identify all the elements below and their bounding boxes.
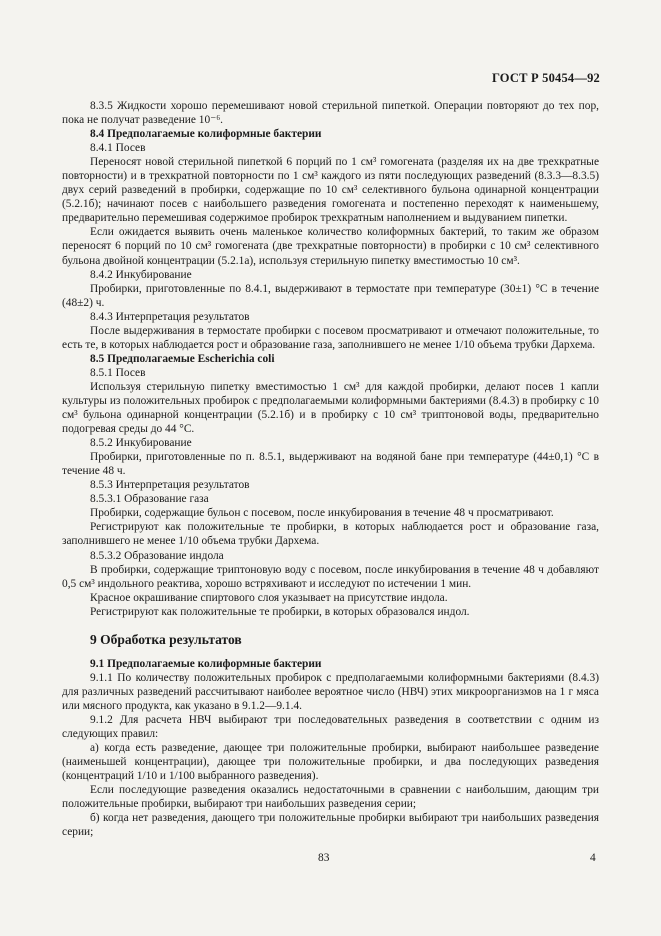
paragraph: Используя стерильную пипетку вместимостью 1 см³ для каждой пробирки, делают посев 1 капли культуры из положительных пробирок с предполагаемыми колиформными бактериями (8.4.3) в пробирку с 10 см³ бульона одинарной концентрации (5.2.1б) и в пробирку с 10 см³ триптоновой воды, предварительно подогревая среды до 44 °С. <box>62 380 599 436</box>
paragraph: Пробирки, приготовленные по п. 8.5.1, выдерживают на водяной бане при температуре (44±0,1) °С в течение 48 ч. <box>62 451 599 478</box>
document-body <box>62 99 599 839</box>
paragraph: 8.5.3.2 Образование индола <box>90 549 224 562</box>
document-header: ГОСТ Р 50454—92 <box>491 71 600 85</box>
paragraph: 8.5.3 Интерпретация результатов <box>90 479 250 492</box>
paragraph: 8.5.1 Посев <box>90 366 146 379</box>
paragraph: Пробирки, содержащие бульон с посевом, после инкубирования в течение 48 ч просматривают. <box>90 507 554 520</box>
paragraph: После выдерживания в термостате пробирки с посевом просматривают и отмечают положительные, то есть те, в которых наблюдается рост и образование газа, заполнившего не менее 1/10 объема трубки Дархема. <box>62 324 599 351</box>
subsection-heading: 8.4 Предполагаемые колиформные бактерии <box>90 128 322 141</box>
paragraph: 8.4.2 Инкубирование <box>90 268 192 281</box>
paragraph: а) когда есть разведение, дающее три положительные пробирки, выбирают наибольшее разведение (наименьшей концентрации), дающее три положительные пробирки, и два последующих разведения (концентраций 1/10 и 1/100 выбранного разведения). <box>62 742 599 783</box>
paragraph: б) когда нет разведения, дающего три положительные пробирки выбирают три наибольших разведения серии; <box>62 812 599 839</box>
paragraph: 8.5.2 Инкубирование <box>90 437 192 450</box>
paragraph: 8.5.3.1 Образование газа <box>90 493 209 506</box>
paragraph: Пробирки, приготовленные по 8.4.1, выдерживают в термостате при температуре (30±1) °С в течение (48±2) ч. <box>62 282 599 309</box>
paragraph: 9.1.1 По количеству положительных пробирок с предполагаемыми колиформными бактериями (8.4.3) для различных разведений рассчитывают наиболее вероятное число (НВЧ) этих микроорганизмов на 1 г мяса или мясного продукта, как указано в 9.1.2—9.1.4. <box>62 671 599 712</box>
paragraph: 8.4.1 Посев <box>90 142 146 155</box>
paragraph: Если ожидается выявить очень маленькое количество колиформных бактерий, то таким же образом переносят 6 порций по 10 см³ гомогената (две трехкратные повторности) в пробирки с 10 см³ селективного бульона двойной концентрации (5.2.1а), используя стерильную пипетку вместимостью 10 см³. <box>62 226 599 267</box>
paragraph: Регистрируют как положительные те пробирки, в которых наблюдается рост и образование газа, заполнившего не менее 1/10 объема трубки Дархема. <box>62 521 599 548</box>
paragraph: Регистрируют как положительные те пробирки, в которых образовался индол. <box>90 605 470 618</box>
paragraph: 9.1.2 Для расчета НВЧ выбирают три последовательных разведения в соответствии с одним из следующих правил: <box>62 713 599 740</box>
paragraph: В пробирки, содержащие триптоновую воду с посевом, после инкубирования в течение 48 ч добавляют 0,5 см³ индольного реактива, хорошо встряхивают и исследуют по истечении 1 мин. <box>62 563 599 590</box>
sheet-number: 4 <box>590 852 596 864</box>
section-title: 9 Обработка результатов <box>90 631 242 647</box>
subsection-heading: 9.1 Предполагаемые колиформные бактерии <box>90 657 322 670</box>
paragraph: Если последующие разведения оказались недостаточными в сравнении с наибольшим, дающим три положительные пробирки, выбирают три наибольших разведения серии; <box>62 784 599 811</box>
paragraph: Красное окрашивание спиртового слоя указывает на присутствие индола. <box>90 591 448 604</box>
paragraph: 8.4.3 Интерпретация результатов <box>90 310 250 323</box>
page-number: 83 <box>318 852 330 864</box>
paragraph: 8.3.5 Жидкости хорошо перемешивают новой стерильной пипеткой. Операции повторяют до тех пор, пока не получат разведение 10⁻⁶. <box>62 100 599 127</box>
subsection-heading: 8.5 Предполагаемые Escherichia coli <box>90 352 275 365</box>
paragraph: Переносят новой стерильной пипеткой 6 порций по 1 см³ гомогената (разделяя их на две трехкратные повторности) и в трехкратной повторности по 1 см³ каждого из пяти последующих разведений (8.3.3—8.3.5) двух серий разведений в пробирки, содержащие по 10 см³ селективного бульона одинарной концентрации (5.2.1б); начинают посев с наибольшего разведения гомогената и постепенно переходят к наименьшему, предварительно перемешивая содержимое пробирок трехкратным наполнением и выдуванием пипетки. <box>62 156 599 225</box>
